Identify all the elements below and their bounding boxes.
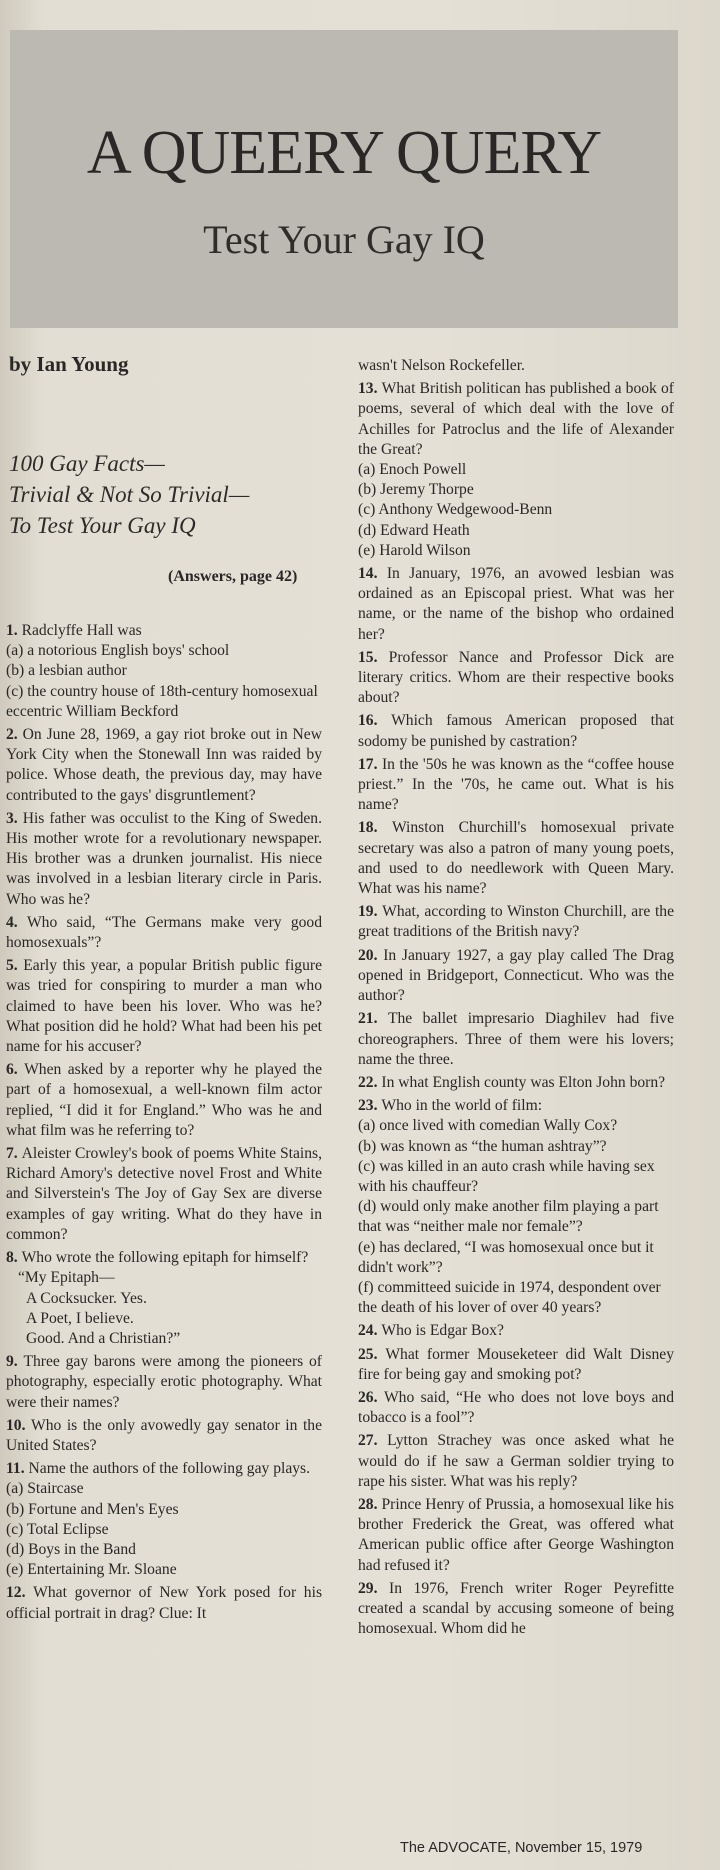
question-body: Name the authors of the following gay plays. — [28, 1460, 311, 1478]
quiz-question — [358, 902, 674, 942]
question-body: Three gay barons were among the pioneers of photography, especially erotic photography. What were their names? — [6, 1353, 323, 1411]
quiz-question — [358, 1388, 674, 1428]
teaser-line: To Test Your Gay IQ — [9, 513, 196, 538]
question-number: 5. — [6, 957, 24, 975]
quiz-question — [358, 946, 674, 1007]
answer-option: (b) was known as “the human ashtray”? — [358, 1137, 607, 1155]
question-number: 19. — [358, 903, 383, 921]
answer-option: (a) once lived with comedian Wally Cox? — [358, 1117, 618, 1135]
question-body: Who said, “He who does not love boys and tobacco is a fool”? — [358, 1388, 675, 1427]
question-number: 25. — [358, 1345, 386, 1363]
answer-option: (c) was killed in an auto crash while having sex with his chauffeur? — [358, 1157, 655, 1195]
question-number: 29. — [358, 1579, 390, 1597]
quiz-question — [358, 564, 674, 645]
question-number: 14. — [358, 565, 387, 583]
question-text — [358, 946, 674, 1007]
page-subtitle: Test Your Gay IQ — [203, 217, 485, 262]
question-body: On June 28, 1969, a gay riot broke out in New York City when the Stonewall Inn was raided by police. Whose death, the previous day, may have contributed to the gays' disgruntlement? — [6, 726, 322, 804]
verse-line: A Poet, I believe. — [26, 1309, 134, 1327]
question-body: Who said, “The Germans make very good homosexuals”? — [6, 913, 323, 952]
answer-option: (a) Enoch Powell — [358, 461, 467, 479]
question-number: 21. — [358, 1010, 388, 1028]
answer-option: (b) Jeremy Thorpe — [358, 481, 474, 499]
question-body: Which famous American proposed that sodomy be punished by castration? — [358, 712, 675, 750]
quiz-question — [6, 913, 322, 953]
question-number: 22. — [358, 1073, 382, 1091]
question-body: Lytton Strachey was once asked what he would do if he saw a German soldier trying to rape his sister. What was his reply? — [358, 1432, 675, 1490]
answers-reference: (Answers, page 42) — [168, 568, 298, 585]
question-number: 4. — [6, 913, 27, 931]
question-text — [6, 1060, 322, 1141]
question-text — [358, 356, 674, 376]
answer-option: (f) committeed suicide in 1974, despondent over the death of his lover of over 40 years? — [358, 1278, 661, 1317]
question-text — [6, 1583, 322, 1623]
question-text — [6, 725, 322, 806]
question-text — [358, 648, 674, 709]
question-text — [6, 1352, 322, 1413]
quiz-question — [6, 1144, 322, 1245]
quiz-question — [358, 755, 674, 816]
verse-line: “My Epitaph— — [18, 1269, 115, 1287]
question-body: What British politican has published a book of poems, several of which deal with the love of Achilles for Patroclus and the life of Alexander the Great? — [358, 380, 674, 458]
question-body: Radclyffe Hall was — [21, 622, 142, 639]
quiz-question — [6, 1583, 322, 1623]
question-text — [6, 809, 322, 910]
quiz-question — [358, 711, 674, 751]
question-number: 13. — [358, 380, 382, 398]
answer-option: (b) Fortune and Men's Eyes — [6, 1500, 179, 1518]
quiz-question — [358, 1321, 674, 1341]
teaser-line: Trivial & Not So Trivial— — [9, 482, 250, 507]
quiz-question — [6, 1060, 322, 1141]
question-body: Who wrote the following epitaph for himself? — [21, 1249, 309, 1267]
question-number: 1. — [6, 622, 22, 639]
quiz-question — [6, 621, 322, 722]
quiz-question — [358, 1431, 674, 1492]
question-number: 7. — [6, 1145, 22, 1163]
page-footer: The ADVOCATE, November 15, 1979 — [400, 1840, 643, 1856]
quiz-question — [358, 379, 674, 561]
author-byline: by Ian Young — [9, 352, 129, 376]
question-text — [358, 1321, 674, 1341]
question-text — [358, 564, 674, 645]
question-body: In 1976, French writer Roger Peyrefitte created a scandal by accusing someone of being homosexual. Whom did he — [358, 1579, 675, 1638]
question-number: 24. — [358, 1322, 382, 1340]
question-text — [6, 956, 322, 1057]
question-number: 9. — [6, 1353, 24, 1371]
question-body: Winston Churchill's homosexual private secretary was also a patron of many young poets, and used to do needlework with Queen Mary. What was his name? — [358, 819, 674, 898]
question-text — [358, 1388, 674, 1428]
question-number: 6. — [6, 1061, 25, 1079]
quiz-question — [358, 1096, 674, 1318]
question-body: In the '50s he was known as the “coffee house priest.” In the '70s, he came out. What is his name? — [358, 755, 674, 814]
question-text — [358, 902, 674, 942]
question-number: 16. — [358, 712, 392, 730]
question-number: 2. — [6, 726, 23, 744]
teaser-text — [9, 448, 249, 541]
question-text — [6, 913, 322, 953]
left-column — [6, 621, 322, 1627]
question-number: 8. — [6, 1249, 22, 1267]
answer-option: (e) Entertaining Mr. Sloane — [6, 1561, 177, 1579]
verse-line: Good. And a Christian?” — [26, 1329, 181, 1347]
answer-option: (d) Edward Heath — [358, 521, 470, 539]
title-banner — [10, 30, 678, 328]
question-body: Prince Henry of Prussia, a homosexual like his brother Frederick the Great, was offered what American public office after George Washington had refused it? — [358, 1495, 674, 1574]
answer-option: (e) Harold Wilson — [358, 541, 471, 559]
question-body: What governor of New York posed for his official portrait in drag? Clue: It — [6, 1584, 323, 1622]
question-number: 15. — [358, 648, 389, 666]
question-number: 27. — [358, 1432, 388, 1450]
question-number: 12. — [6, 1584, 34, 1602]
question-body: Who is the only avowedly gay senator in the United States? — [6, 1416, 322, 1454]
question-body: In what English county was Elton John born? — [381, 1073, 666, 1091]
quiz-question — [358, 1579, 674, 1640]
question-body: In January 1927, a gay play called The Drag opened in Bridgeport, Connecticut. Who was the author? — [358, 946, 675, 1005]
answer-option: (c) Total Eclipse — [6, 1520, 109, 1538]
page-title: A QUEERY QUERY — [86, 119, 602, 187]
question-text — [358, 379, 674, 460]
question-text — [6, 1248, 322, 1268]
question-number: 3. — [6, 809, 23, 827]
question-text — [358, 711, 674, 751]
question-text — [358, 1579, 674, 1640]
right-column — [358, 356, 674, 1642]
quiz-question — [358, 1009, 674, 1070]
answer-option: (d) Boys in the Band — [6, 1540, 136, 1558]
question-body: What, according to Winston Churchill, are the great traditions of the British navy? — [358, 903, 674, 941]
question-body: Who in the world of film: — [381, 1097, 543, 1115]
quiz-question — [6, 1416, 322, 1456]
question-text — [6, 1144, 322, 1245]
question-number: 28. — [358, 1495, 382, 1513]
question-body: When asked by a reporter why he played the part of a homosexual, a well-known film actor replied, “I did it for England.” Who was he and what film was he referring to? — [6, 1061, 323, 1139]
answer-option: (e) has declared, “I was homosexual once but it didn't work”? — [358, 1238, 654, 1276]
answer-option: (c) the country house of 18th-century homosexual eccentric William Beckford — [6, 682, 318, 720]
question-number: 23. — [358, 1097, 382, 1115]
answer-option: (a) a notorious English boys' school — [6, 642, 230, 660]
quiz-question — [6, 1352, 322, 1413]
question-body: In January, 1976, an avowed lesbian was ordained as an Episcopal priest. What was her name, or the name of the bishop who ordained her? — [358, 565, 675, 643]
question-number: 10. — [6, 1416, 32, 1434]
question-number: 11. — [6, 1460, 29, 1478]
question-number: 20. — [358, 946, 384, 964]
quiz-question — [358, 818, 674, 899]
quiz-question — [358, 648, 674, 709]
answer-option: (c) Anthony Wedgewood-Benn — [358, 501, 553, 519]
question-text — [358, 1009, 674, 1070]
question-text — [358, 1096, 674, 1116]
question-text — [6, 1459, 322, 1479]
question-text — [6, 1416, 322, 1456]
quiz-question — [358, 356, 674, 376]
quiz-question — [6, 809, 322, 910]
answer-option: (b) a lesbian author — [6, 662, 127, 680]
question-text — [358, 755, 674, 816]
quiz-question — [6, 1248, 322, 1349]
quiz-question — [6, 1459, 322, 1580]
answer-option: (d) would only make another film playing a part that was “neither male nor female”? — [358, 1198, 659, 1236]
quiz-question — [358, 1495, 674, 1576]
question-text — [358, 1431, 674, 1492]
verse-line: A Cocksucker. Yes. — [26, 1289, 147, 1307]
quiz-question — [6, 725, 322, 806]
question-body: Aleister Crowley's book of poems White Stains, Richard Amory's detective novel Frost and White and Silverstein's The Joy of Gay Sex are diverse examples of gay writing. What do they have in common? — [6, 1145, 322, 1243]
answer-option: (a) Staircase — [6, 1480, 84, 1498]
question-number: 17. — [358, 755, 382, 773]
quiz-question — [358, 1073, 674, 1093]
teaser-line: 100 Gay Facts— — [9, 451, 165, 476]
question-text — [358, 1073, 674, 1093]
question-body: Early this year, a popular British public figure was tried for conspiring to murder a man who claimed to have been his lover. Who was he? What position did he hold? What had been his pet name for his accuser? — [6, 957, 322, 1056]
question-text — [358, 1345, 674, 1385]
question-body: Who is Edgar Box? — [381, 1322, 504, 1340]
question-body: Professor Nance and Professor Dick are literary critics. Whom are their respective books about? — [358, 648, 675, 707]
question-body: His father was occulist to the King of Sweden. His mother wrote for a revolutionary newspaper. His brother was a drunken journalist. His niece was involved in a lesbian literary circle in Paris. Who was he? — [6, 809, 322, 908]
question-text — [358, 1495, 674, 1576]
quiz-question — [358, 1345, 674, 1385]
quiz-question — [6, 956, 322, 1057]
question-body: What former Mouseketeer did Walt Disney fire for being gay and smoking pot? — [358, 1345, 674, 1383]
question-body: The ballet impresario Diaghilev had five choreographers. Three of them were his lovers; name the three. — [358, 1010, 675, 1068]
question-number: 18. — [358, 819, 392, 837]
question-text — [6, 621, 322, 641]
question-body: wasn't Nelson Rockefeller. — [358, 357, 525, 374]
question-number: 26. — [358, 1388, 384, 1406]
question-text — [358, 818, 674, 899]
